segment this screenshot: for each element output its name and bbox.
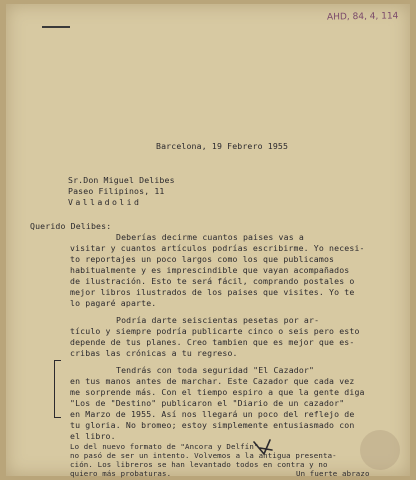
p1-line: lo pagaré aparte.	[70, 298, 157, 308]
p1-line: to reportajes un poco largos como los que publicamos	[70, 254, 335, 264]
p4-line: ción. Los libreros se han levantado todos en contra y no	[70, 460, 328, 469]
p2-line: depende de tus planes. Creo tambien que es mejor que es-	[70, 337, 355, 347]
library-stamp	[360, 430, 400, 470]
p2-line: tículo y siempre podría publicarte cinco o seis pero esto	[70, 326, 360, 336]
header-dash	[42, 26, 70, 28]
closing: Un fuerte abrazo	[296, 469, 370, 478]
salutation: Querido Delibes:	[30, 221, 112, 231]
p4-line: Lo del nuevo formato de "Ancora y Delfín"	[70, 442, 259, 451]
date-line: Barcelona, 19 Febrero 1955	[156, 141, 289, 151]
p3-line: "Los de "Destino" publicaron el "Diario de un cazador"	[70, 398, 345, 408]
archive-reference: AHD, 84, 4, 114	[326, 11, 399, 23]
p2-line: Podría darte seiscientas pesetas por ar-	[116, 315, 320, 325]
p1-line: Deberías decirme cuantos paises vas a	[116, 232, 304, 242]
letter-sheet	[6, 4, 410, 476]
handwritten-bracket	[54, 360, 61, 418]
p3-line: tu gloria. No bromeo; estoy simplemente entusiasmado con	[70, 420, 355, 430]
p4-line: quiero más probaturas.	[70, 469, 172, 478]
recipient-name: Sr.Don Miguel Delibes	[68, 175, 175, 185]
p1-line: visitar y cuantos artículos podrías escribirme. Yo necesi-	[70, 243, 365, 253]
recipient-street: Paseo Filipinos, 11	[68, 186, 165, 196]
signature-scribble	[250, 436, 276, 460]
p4-line: no pasó de ser un intento. Volvemos a la antigua presenta-	[70, 451, 337, 460]
p3-line: en tus manos antes de marchar. Este Cazador que cada vez	[70, 376, 355, 386]
p3-line: me sorprende más. Con el tiempo espiro a que la gente diga	[70, 387, 365, 397]
p1-line: de ilustración. Esto te será fácil, comprando postales o	[70, 276, 355, 286]
p3-line: en Marzo de 1955. Así nos llegará un poco del reflejo de	[70, 409, 355, 419]
p1-line: mejor libros ilustrados de los paises que visites. Yo te	[70, 287, 355, 297]
p3-line: Tendrás con toda seguridad "El Cazador"	[116, 365, 315, 375]
p3-line: el libro.	[70, 431, 116, 441]
p1-line: habitualmente y es imprescindible que vayan acompañados	[70, 265, 350, 275]
p2-line: cribas las crónicas a tu regreso.	[70, 348, 238, 358]
recipient-city: Valladolid	[68, 197, 142, 207]
